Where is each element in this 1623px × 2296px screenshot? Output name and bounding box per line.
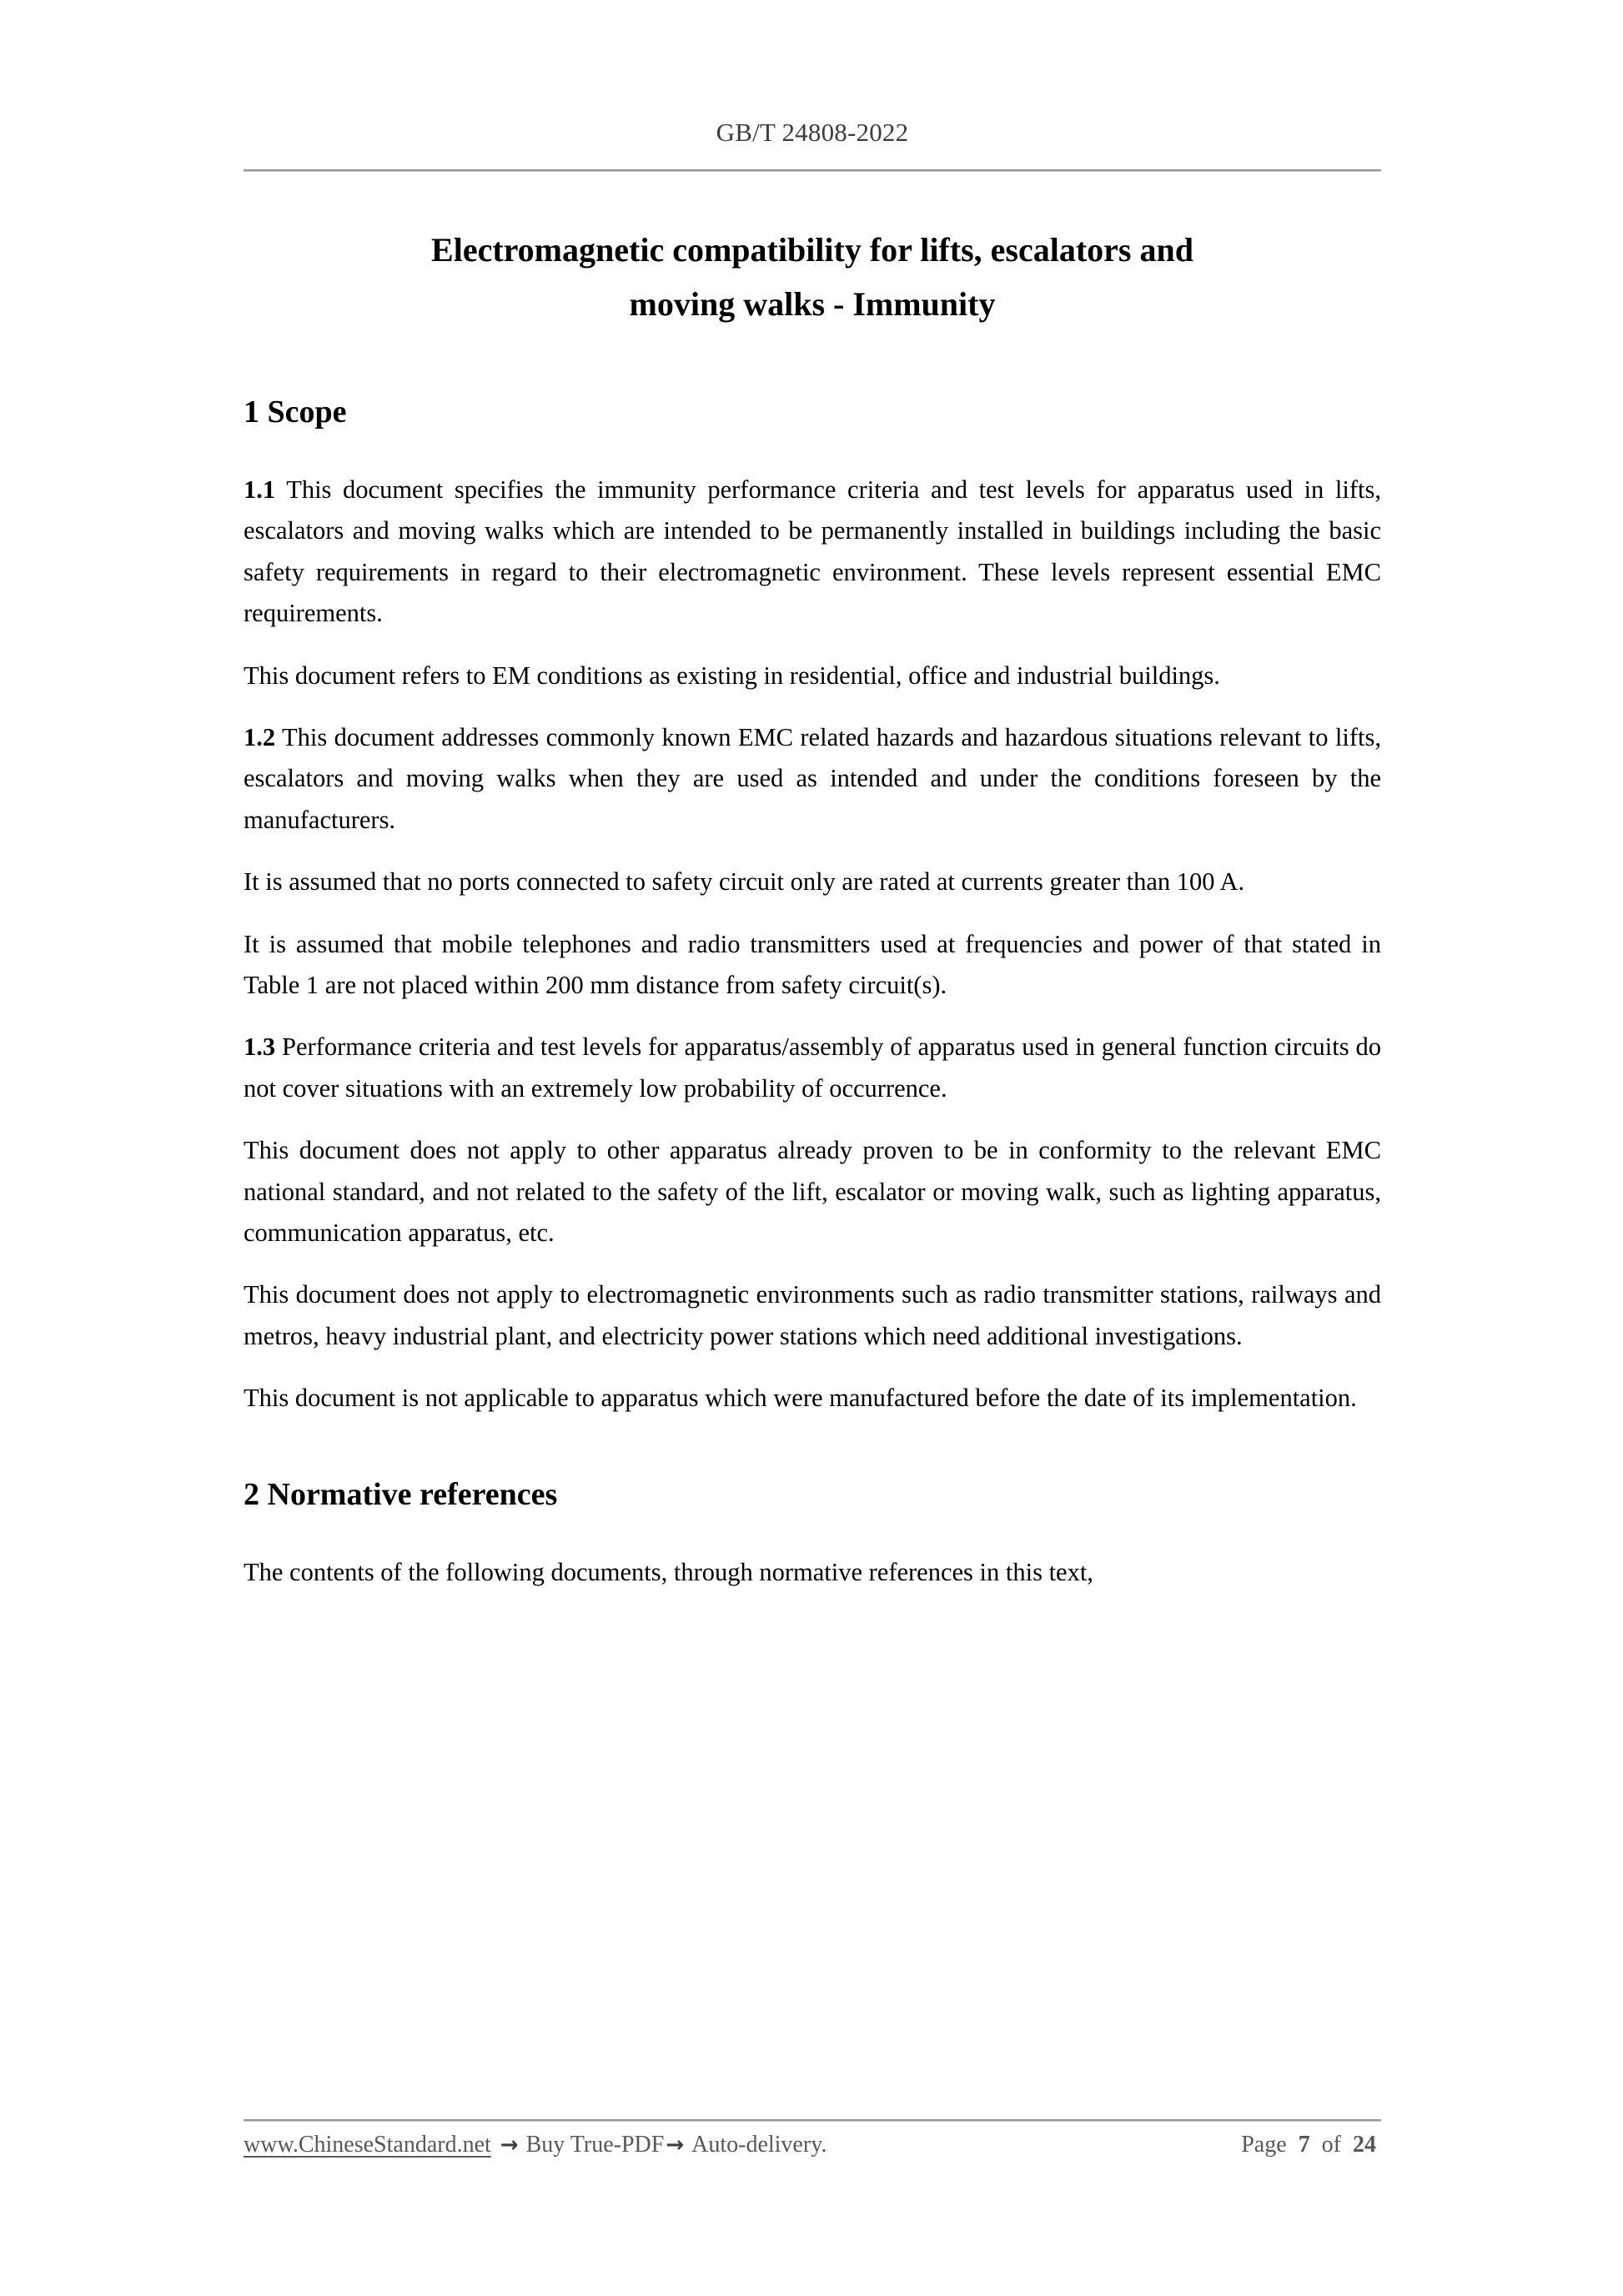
page-label: Page (1241, 2132, 1287, 2158)
section-heading-scope: 1 Scope (244, 394, 347, 430)
header-divider (244, 169, 1381, 172)
paragraph-text: This document is not applicable to apparatus which were manufactured before the date of its implementation. (244, 1384, 1357, 1413)
page-number-indicator (1241, 2132, 1381, 2158)
footer-promo (244, 2132, 827, 2158)
paragraph-text: It is assumed that no ports connected to safety circuit only are rated at currents greater than 100 A. (244, 867, 1245, 897)
paragraph-ports-rating (244, 862, 1381, 902)
paragraph-text: Performance criteria and test levels for apparatus/assembly of apparatus used in general function circuits do not cover situations with an extremely low probability of occurrence. (244, 1032, 1381, 1103)
clause-number-1-3: 1.3 (244, 1032, 276, 1062)
paragraph-mobile-telephones (244, 924, 1381, 1007)
document-title (244, 224, 1381, 332)
footer-promo-delivery: Auto-delivery. (691, 2132, 827, 2158)
paragraph-1-1 (244, 470, 1381, 635)
paragraph-other-apparatus (244, 1130, 1381, 1254)
paragraph-text: The contents of the following documents, through normative references in this text, (244, 1558, 1093, 1587)
footer-divider (244, 2119, 1381, 2122)
paragraph-text: This document addresses commonly known EMC related hazards and hazardous situations relevant to lifts, escalators and moving walks when they are used as intended and under the conditions foreseen by the manufacturers. (244, 723, 1381, 834)
paragraph-em-conditions (244, 656, 1381, 696)
page-total-number: 24 (1353, 2132, 1376, 2158)
paragraph-text: This document does not apply to electromagnetic environments such as radio transmitter stations, railways and metros, heavy industrial plant, and electricity power stations which need additional investigations. (244, 1280, 1381, 1350)
page-current-number: 7 (1298, 2132, 1310, 2158)
paragraph-text: This document refers to EM conditions as existing in residential, office and industrial buildings. (244, 661, 1220, 690)
paragraph-text: It is assumed that mobile telephones and radio transmitters used at frequencies and power of that stated in Table 1 are not placed within 200 mm distance from safety circuit(s). (244, 929, 1381, 1000)
paragraph-1-3 (244, 1027, 1381, 1109)
paragraph-text: This document specifies the immunity performance criteria and test levels for apparatus used in lifts, escalators and moving walks which are intended to be permanently installed in buildings including the basic safety requirements in regard to their electromagnetic environment. These levels represent essential EMC requirements. (244, 475, 1381, 628)
clause-number-1-1: 1.1 (244, 475, 276, 504)
paragraph-em-environments (244, 1274, 1381, 1357)
page-footer (244, 2132, 1381, 2158)
arrow-right-icon: → (666, 2133, 685, 2158)
header-standard-number: GB/T 24808-2022 (716, 118, 909, 147)
paragraph-1-2 (244, 717, 1381, 841)
arrow-right-icon: → (500, 2133, 519, 2158)
paragraph-normative-intro (244, 1552, 1381, 1593)
paragraph-manufacture-date (244, 1378, 1381, 1419)
document-title-line-2: moving walks - Immunity (629, 284, 996, 323)
section-heading-normative-references: 2 Normative references (244, 1476, 558, 1512)
clause-number-1-2: 1.2 (244, 723, 276, 752)
document-body (244, 224, 1381, 1594)
paragraph-text: This document does not apply to other apparatus already proven to be in conformity to the relevant EMC national standard, and not related to the safety of the lift, escalator or moving walk, such as lighting apparatus, communication apparatus, etc. (244, 1136, 1381, 1248)
footer-website-link[interactable]: www.ChineseStandard.net (244, 2132, 491, 2158)
page-of-label: of (1321, 2132, 1341, 2158)
footer-promo-buy: Buy True-PDF (525, 2132, 665, 2158)
page-header (244, 117, 1381, 148)
document-title-line-1: Electromagnetic compatibility for lifts, escalators and (431, 231, 1193, 269)
